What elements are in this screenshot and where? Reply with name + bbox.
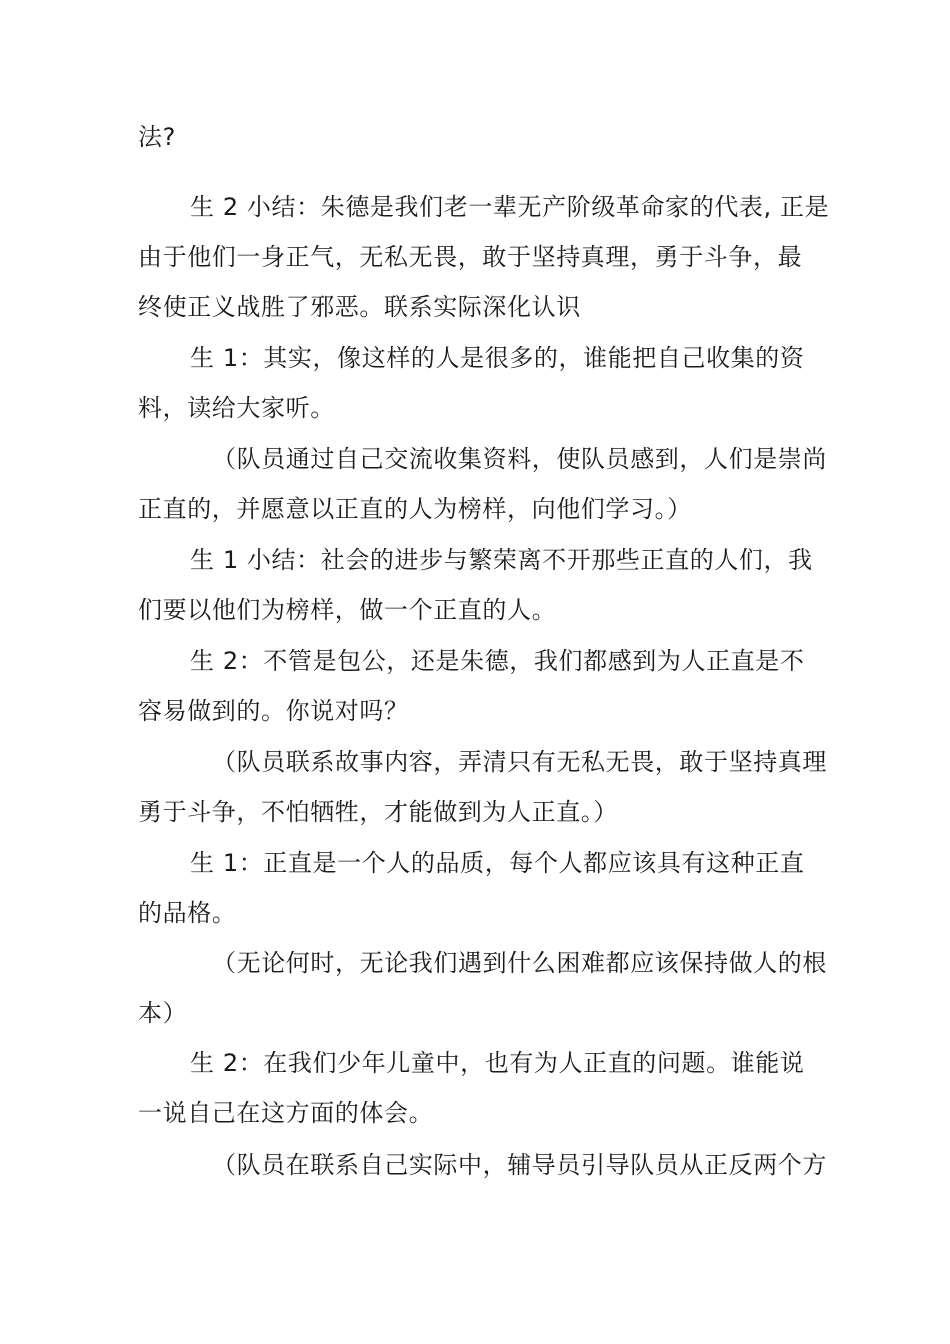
text-line-10: 们要以他们为榜样，做一个正直的人。 (138, 596, 557, 624)
text-line-19: 生 2：在我们少年儿童中，也有为人正直的问题。谁能说 (190, 1049, 805, 1077)
text-line-16: 的品格。 (138, 899, 237, 927)
text-line-17: （无论何时，无论我们遇到什么困难都应该保持做人的根 (212, 949, 827, 977)
text-line-14: 勇于斗争，不怕牺牲，才能做到为人正直。） (138, 798, 618, 826)
text-line-1: 法? (138, 123, 176, 151)
text-line-13: （队员联系故事内容，弄清只有无私无畏，敢于坚持真理 (212, 748, 827, 776)
text-line-21: （队员在联系自己实际中，辅导员引导队员从正反两个方 (212, 1151, 827, 1179)
text-line-12: 容易做到的。你说对吗？ (138, 697, 409, 725)
text-line-2: 生 2 小结：朱德是我们老一辈无产阶级革命家的代表, 正是 (190, 193, 830, 221)
text-line-6: 料，读给大家听。 (138, 394, 335, 422)
text-line-15: 生 1：正直是一个人的品质，每个人都应该具有这种正直 (190, 849, 805, 877)
text-line-3: 由于他们一身正气，无私无畏，敢于坚持真理，勇于斗争，最 (138, 243, 803, 271)
text-line-5: 生 1：其实，像这样的人是很多的，谁能把自己收集的资 (190, 344, 805, 372)
text-line-7: （队员通过自己交流收集资料，使队员感到，人们是崇尚 (212, 445, 827, 473)
text-line-20: 一说自己在这方面的体会。 (138, 1099, 434, 1127)
text-line-11: 生 2：不管是包公，还是朱德，我们都感到为人正直是不 (190, 647, 805, 675)
text-line-18: 本） (138, 999, 188, 1027)
text-line-4: 终使正义战胜了邪恶。联系实际深化认识 (138, 293, 581, 321)
text-line-9: 生 1 小结：社会的进步与繁荣离不开那些正直的人们，我 (190, 546, 813, 574)
text-line-8: 正直的，并愿意以正直的人为榜样，向他们学习。） (138, 495, 692, 523)
